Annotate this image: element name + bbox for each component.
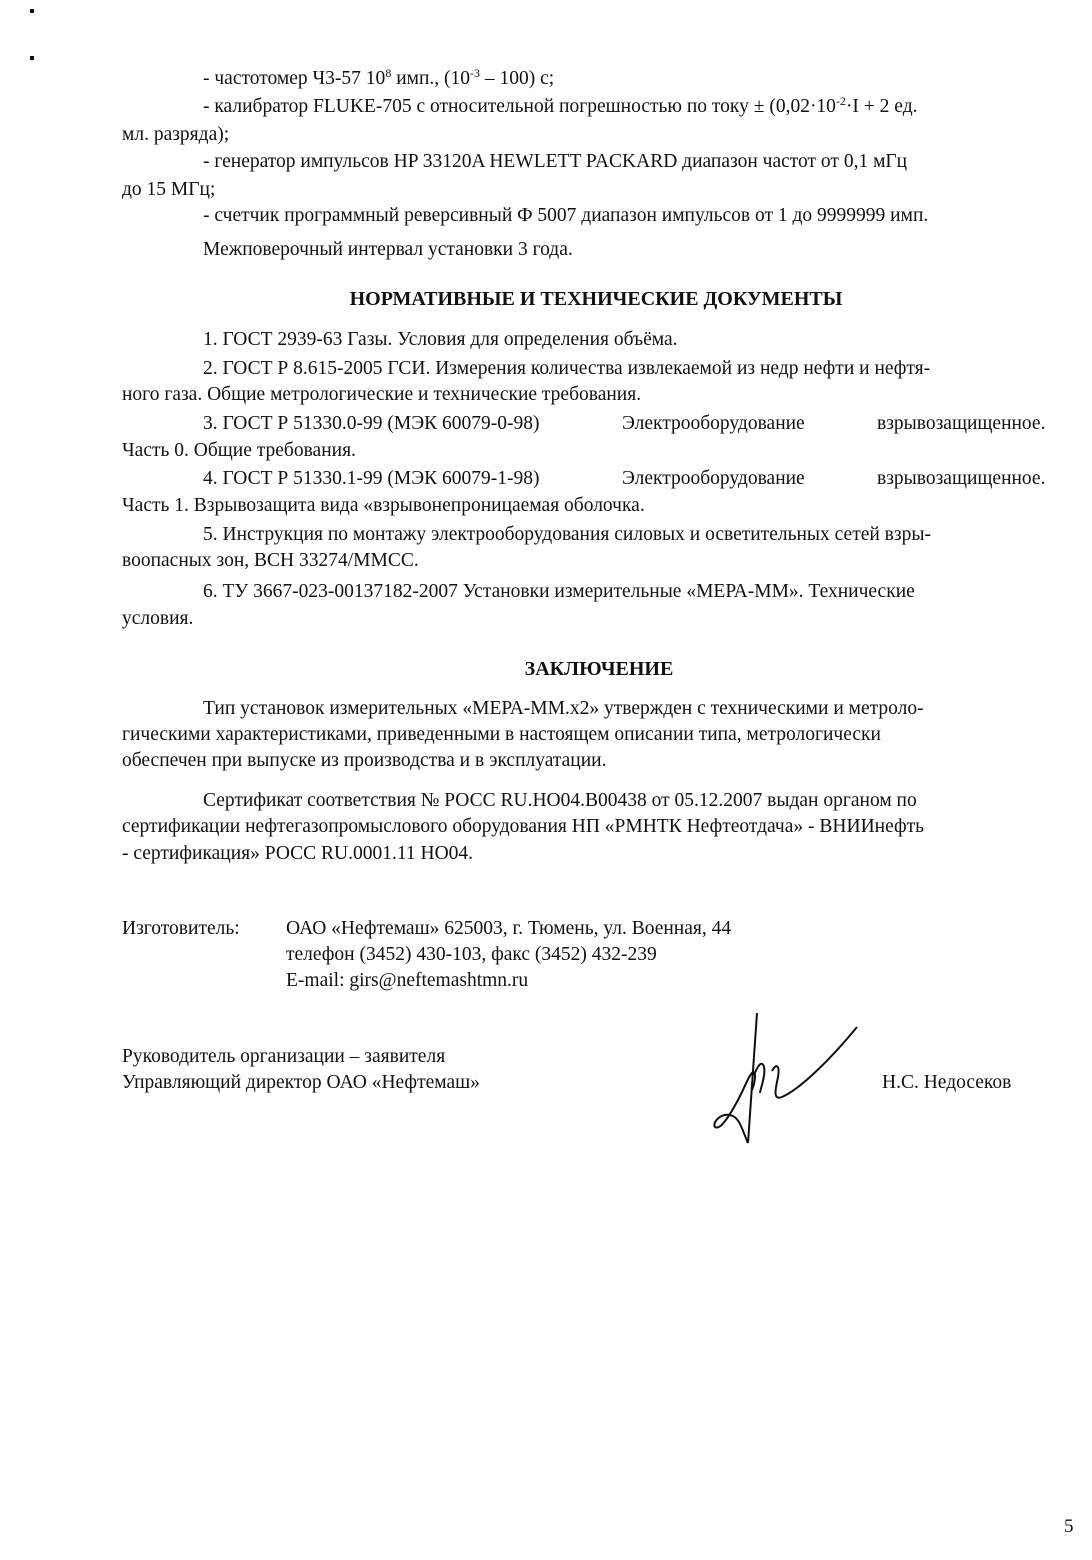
conclusion-p1-line3: обеспечен при выпуске из производства и в эксплуатации. [122,750,607,771]
instrument-calibrator-cont: мл. разряда); [122,124,230,145]
normative-item-4-title: Электрооборудование [622,468,805,489]
normative-heading: НОРМАТИВНЫЕ И ТЕХНИЧЕСКИЕ ДОКУМЕНТЫ [349,288,843,310]
superscript: -2 [835,94,846,108]
manufacturer-label: Изготовитель: [122,918,240,939]
certificate-line3: - сертификация» РОСС RU.0001.11 НО04. [122,843,474,864]
normative-item-3-title: Электрооборудование [622,413,805,434]
conclusion-p1-line1: Тип установок измерительных «МЕРА-ММ.х2» утвержден с техническими и метроло- [203,698,924,719]
manufacturer-phone: телефон (3452) 430-103, факс (3452) 432-239 [286,944,657,965]
normative-item-2-cont: ного газа. Общие метрологические и технические требования. [122,384,642,405]
instrument-generator: - генератор импульсов HP 33120A HEWLETT PACKARD диапазон частот от 0,1 мГц [203,151,908,172]
normative-item-3-cont: Часть 0. Общие требования. [122,440,356,461]
superscript: 8 [385,66,392,80]
verification-interval: Межповерочный интервал установки 3 года. [203,239,573,260]
normative-item-4-code: 4. ГОСТ Р 51330.1-99 (МЭК 60079-1-98) [203,468,540,489]
signatory-role-2: Управляющий директор ОАО «Нефтемаш» [122,1072,480,1093]
normative-item-4-type: взрывозащищенное. [877,468,1046,489]
instrument-generator-cont: до 15 МГц; [122,179,216,200]
signatory-name: Н.С. Недосеков [882,1072,1012,1093]
manufacturer-email: E-mail: girs@neftemashtmn.ru [286,970,529,991]
scan-mark [30,9,34,13]
signature-icon [690,1005,880,1160]
normative-item-6: 6. ТУ 3667-023-00137182-2007 Установки измерительные «МЕРА-ММ». Технические [203,581,915,602]
superscript: -3 [470,66,481,80]
manufacturer-address: ОАО «Нефтемаш» 625003, г. Тюмень, ул. Военная, 44 [286,918,732,939]
text: - частотомер Ч3-57 10 [203,68,386,89]
certificate-line1: Сертификат соответствия № РОСС RU.НО04.В00438 от 05.12.2007 выдан органом по [203,790,917,811]
text: имп., (10 [391,68,471,89]
conclusion-heading: ЗАКЛЮЧЕНИЕ [524,658,674,680]
scan-mark [30,56,34,60]
normative-item-6-cont: условия. [122,608,194,629]
normative-item-4-cont: Часть 1. Взрывозащита вида «взрывонепроницаемая оболочка. [122,495,645,516]
normative-item-2: 2. ГОСТ Р 8.615-2005 ГСИ. Измерения количества извлекаемой из недр нефти и нефтя- [203,358,931,379]
normative-item-3-type: взрывозащищенное. [877,413,1046,434]
instrument-frequency-meter [203,67,554,91]
text: - калибратор FLUKE-705 с относительной погрешностью по току ± (0,02·10 [203,96,836,117]
signatory-role-1: Руководитель организации – заявителя [122,1046,446,1067]
normative-item-5-cont: воопасных зон, ВСН 33274/ММСС. [122,550,419,571]
conclusion-p1-line2: гическими характеристиками, приведенными в настоящем описании типа, метрологически [122,724,881,745]
normative-item-3-code: 3. ГОСТ Р 51330.0-99 (МЭК 60079-0-98) [203,413,540,434]
certificate-line2: сертификации нефтегазопромыслового оборудования НП «РМНТК Нефтеотдача» - ВНИИнефть [122,816,925,837]
normative-item-5: 5. Инструкция по монтажу электрооборудования силовых и осветительных сетей взры- [203,524,931,545]
instrument-counter: - счетчик программный реверсивный Ф 5007 диапазон импульсов от 1 до 9999999 имп. [203,205,929,226]
text: – 100) с; [480,68,555,89]
page-number: 5 [1064,1516,1074,1537]
instrument-calibrator [203,95,918,119]
text: ·I + 2 ед. [845,96,918,117]
normative-item-1: 1. ГОСТ 2939-63 Газы. Условия для определения объёма. [203,329,678,350]
